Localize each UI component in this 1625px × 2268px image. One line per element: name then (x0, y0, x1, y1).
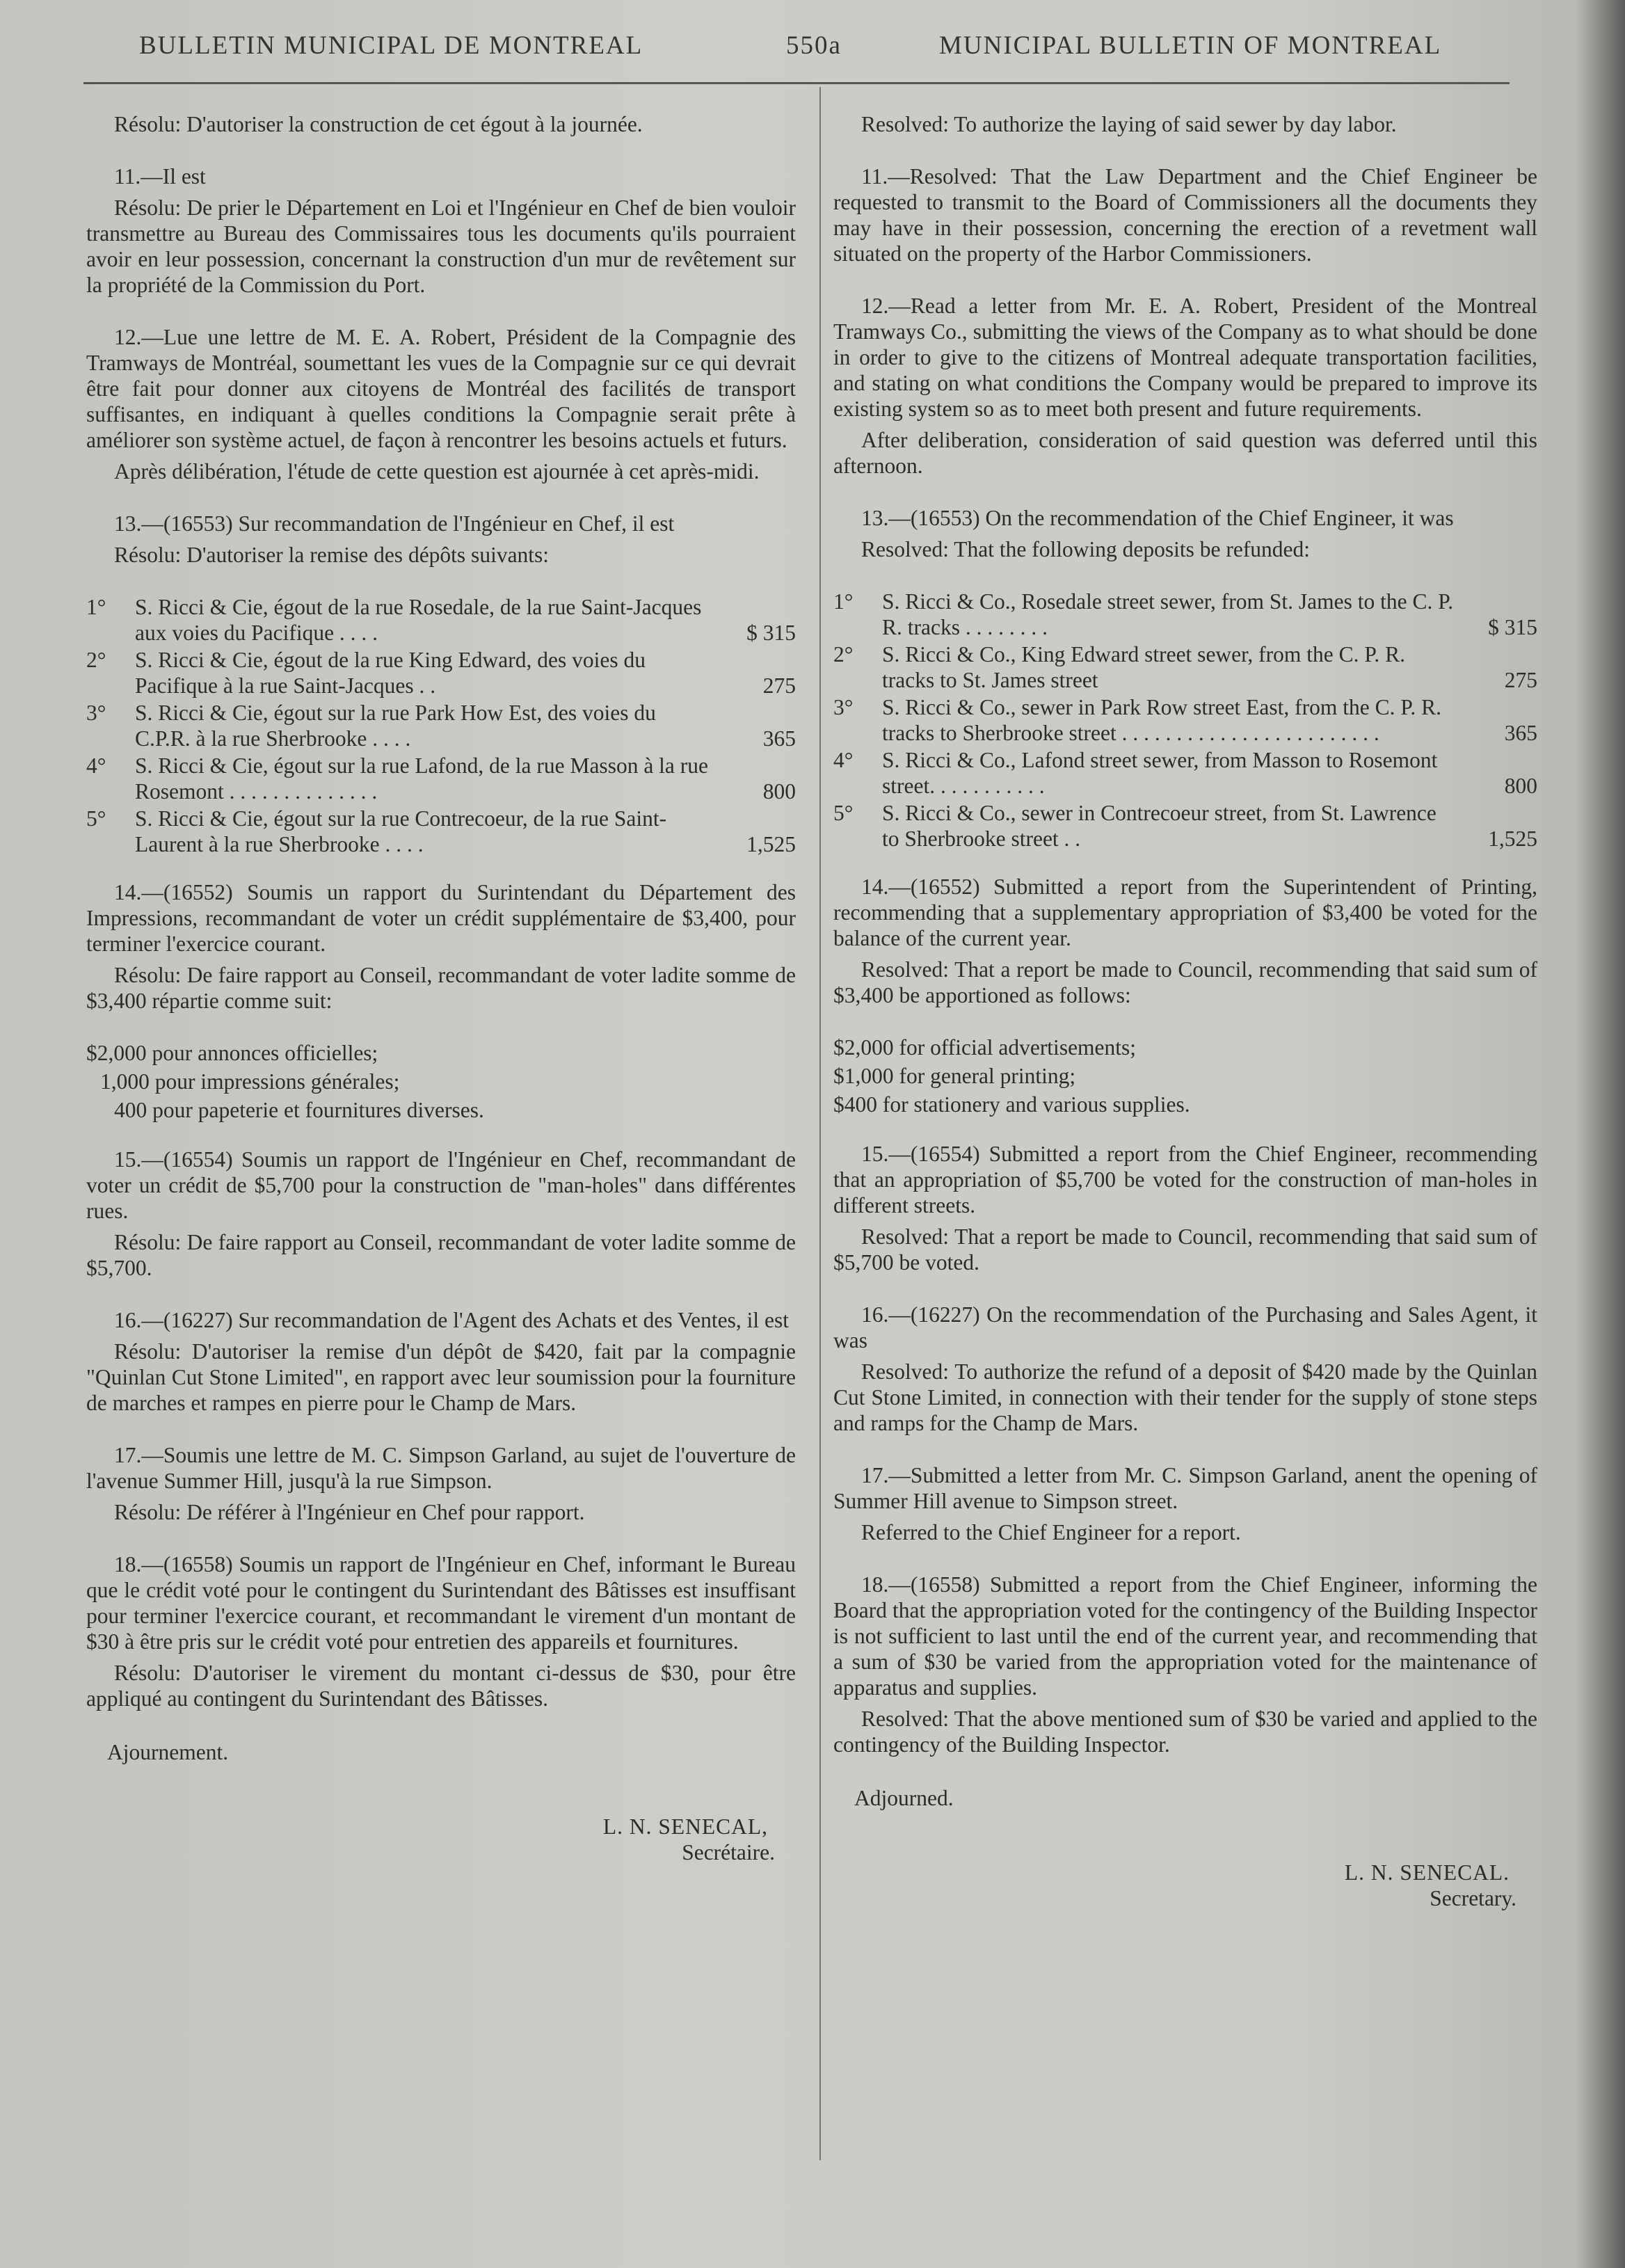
fr-paragraph: Résolu: D'autoriser le virement du montant ci-dessus de $30, pour être appliqué au contingent du Surintendant des Bâtisses. (86, 1661, 796, 1711)
en-paragraph: 13.—(16553) On the recommendation of the Chief Engineer, it was (861, 506, 1454, 530)
list-item (86, 753, 796, 804)
fr-paragraph: Après délibération, l'étude de cette question est ajournée à cet après-midi. (114, 459, 760, 484)
item-text: S. Ricci & Co., Lafond street sewer, from Masson to Rosemont street. . . . . . . . . . . (882, 748, 1438, 798)
en-paragraph: Resolved: To authorize the refund of a deposit of $420 made by the Quinlan Cut Stone Limited, in connection with their tender for the supply of stone steps and ramps for the Champ de Mars. (833, 1359, 1537, 1435)
en-paragraph: Referred to the Chief Engineer for a report. (861, 1520, 1241, 1544)
list-item (86, 594, 796, 646)
fr-paragraph: Résolu: D'autoriser la remise des dépôts suivants: (114, 543, 550, 567)
item-number: 4° (86, 753, 106, 778)
item-text: S. Ricci & Co., King Edward street sewer, from the C. P. R. tracks to St. James street (882, 642, 1406, 692)
en-deposit-list (833, 589, 1537, 852)
item-number: 5° (86, 806, 106, 831)
fr-paragraph: Résolu: D'autoriser la construction de cet égout à la journée. (114, 112, 643, 136)
fr-split-line: 400 pour papeterie et fournitures diverses. (114, 1098, 484, 1122)
item-number: 3° (833, 695, 854, 719)
item-amount: $ 315 (746, 621, 796, 645)
item-number: 2° (86, 648, 106, 672)
en-signature-block (833, 1785, 1537, 1911)
list-item (833, 747, 1537, 799)
en-paragraph: Resolved: That the above mentioned sum of $30 be varied and applied to the contingency of the Building Inspector. (833, 1707, 1537, 1757)
list-item (86, 806, 796, 857)
item-number: 3° (86, 701, 106, 725)
en-adjournment: Adjourned. (854, 1786, 954, 1810)
fr-paragraph: 17.—Soumis une lettre de M. C. Simpson Garland, au sujet de l'ouverture de l'avenue Summer Hill, jusqu'à la rue Simpson. (86, 1443, 796, 1493)
english-column (833, 111, 1537, 1911)
fr-signatory-title: Secrétaire. (682, 1840, 775, 1864)
fr-paragraph: Résolu: De prier le Département en Loi et l'Ingénieur en Chef de bien vouloir transmettre au Bureau des Commissaires tous les documents qu'ils pourraient avoir en leur possession, concernant la construction d'un mur de revêtement sur la propriété de la Commission du Port. (86, 195, 796, 297)
fr-signatory-name: L. N. SENECAL, (602, 1814, 768, 1839)
list-item (833, 694, 1537, 746)
french-column (86, 111, 796, 1865)
en-paragraph: Resolved: That the following deposits be refunded: (861, 537, 1311, 561)
en-paragraph: 17.—Submitted a letter from Mr. C. Simpson Garland, anent the opening of Summer Hill avenue to Simpson street. (833, 1463, 1537, 1513)
fr-split-line: $2,000 pour annonces officielles; (86, 1041, 378, 1065)
item-amount: 1,525 (1488, 826, 1537, 851)
item-amount: 800 (762, 779, 796, 804)
header-rule (83, 82, 1510, 84)
item-text: S. Ricci & Co., sewer in Park Row street East, from the C. P. R. tracks to Sherbrooke street . . . . . . . . . . . . . . . . . . . . . . . . (882, 695, 1442, 745)
item-text: S. Ricci & Co., sewer in Contrecoeur street, from St. Lawrence to Sherbrooke street . . (882, 801, 1436, 851)
fr-paragraph: Résolu: De référer à l'Ingénieur en Chef pour rapport. (114, 1500, 585, 1524)
item-number: 1° (86, 595, 106, 619)
fr-signature-block (86, 1739, 796, 1865)
fr-paragraph: 11.—Il est (114, 164, 206, 189)
item-text: S. Ricci & Cie, égout sur la rue Contrecoeur, de la rue Saint-Laurent à la rue Sherbrooke . . . . (135, 806, 667, 856)
en-paragraph: 12.—Read a letter from Mr. E. A. Robert, President of the Montreal Tramways Co., submitting the views of the Company as to what should be done in order to give to the citizens of Montreal adequate transportation facilities, and stating on what conditions the Company would be prepared to improve its existing system so as to meet both present and future requirements. (833, 294, 1537, 421)
en-signatory-name: L. N. SENECAL. (1344, 1860, 1510, 1885)
item-amount: $ 315 (1488, 615, 1537, 639)
fr-paragraph: 13.—(16553) Sur recommandation de l'Ingénieur en Chef, il est (114, 511, 675, 536)
en-split-line: $400 for stationery and various supplies. (833, 1092, 1190, 1117)
item-text: S. Ricci & Co., Rosedale street sewer, from St. James to the C. P. R. tracks . . . . . . . . (882, 589, 1454, 639)
fr-split-line: 1,000 pour impressions générales; (100, 1069, 400, 1094)
item-amount: 365 (762, 726, 796, 751)
item-number: 5° (833, 801, 854, 825)
list-item (86, 700, 796, 751)
en-split-line: $2,000 for official advertisements; (833, 1035, 1137, 1060)
en-paragraph: Resolved: That a report be made to Council, recommending that said sum of $5,700 be voted. (833, 1224, 1537, 1275)
list-item (833, 589, 1537, 640)
en-paragraph: 18.—(16558) Submitted a report from the Chief Engineer, informing the Board that the appropriation voted for the contingency of the Building Inspector is not sufficient to last until the end of the current year, and recommending that a sum of $30 be varied from the appropriation voted for the maintenance of apparatus and supplies. (833, 1572, 1537, 1700)
item-amount: 1,525 (746, 832, 796, 856)
en-split-line: $1,000 for general printing; (833, 1064, 1076, 1088)
item-text: S. Ricci & Cie, égout sur la rue Park How Est, des voies du C.P.R. à la rue Sherbrooke . . . . (135, 701, 656, 751)
item-text: S. Ricci & Cie, égout de la rue Rosedale, de la rue Saint-Jacques aux voies du Pacifique . . . . (135, 595, 702, 645)
list-item (833, 641, 1537, 693)
en-paragraph: Resolved: That a report be made to Council, recommending that said sum of $3,400 be apportioned as follows: (833, 957, 1537, 1007)
item-amount: 275 (762, 673, 796, 698)
item-amount: 365 (1504, 721, 1537, 745)
item-number: 1° (833, 589, 854, 614)
item-number: 2° (833, 642, 854, 666)
item-text: S. Ricci & Cie, égout sur la rue Lafond, de la rue Masson à la rue Rosemont . . . . . . . . . . . . . . (135, 753, 709, 804)
fr-paragraph: 18.—(16558) Soumis un rapport de l'Ingénieur en Chef, informant le Bureau que le crédit voté pour le contingent du Surintendant des Bâtisses est insuffisant pour terminer l'exercice courant, et recommandant le virement d'un montant de $30 à être pris sur le crédit voté pour entretien des appareils et fournitures. (86, 1552, 796, 1654)
fr-paragraph: 12.—Lue une lettre de M. E. A. Robert, Président de la Compagnie des Tramways de Montréal, soumettant les vues de la Compagnie sur ce qui devrait être fait pour donner aux citoyens de Montréal des facilités de transport suffisantes, en indiquant à quelles conditions la Compagnie serait prête à améliorer son système actuel, de façon à rencontrer les besoins actuels et futurs. (86, 325, 796, 452)
column-divider (819, 87, 821, 2160)
item-amount: 800 (1504, 774, 1537, 798)
en-signatory-title: Secretary. (1430, 1886, 1516, 1910)
fr-paragraph: Résolu: D'autoriser la remise d'un dépôt de $420, fait par la compagnie "Quinlan Cut Stone Limited", en rapport avec leur soumission pour la fourniture de marches et rampes en pierre pour le Champ de Mars. (86, 1339, 796, 1415)
item-number: 4° (833, 748, 854, 772)
page-number: 550a (786, 31, 842, 60)
list-item (833, 800, 1537, 852)
en-paragraph: After deliberation, consideration of said question was deferred until this afternoon. (833, 428, 1537, 478)
list-item (86, 647, 796, 698)
item-text: S. Ricci & Cie, égout de la rue King Edward, des voies du Pacifique à la rue Saint-Jacques . . (135, 648, 646, 698)
item-amount: 275 (1504, 668, 1537, 692)
en-paragraph: 11.—Resolved: That the Law Department and the Chief Engineer be requested to transmit to the Board of Commissioners all the documents they may have in their possession, concerning the erection of a revetment wall situated on the property of the Harbor Commissioners. (833, 164, 1537, 266)
fr-paragraph: 14.—(16552) Soumis un rapport du Surintendant du Département des Impressions, recommandant de voter un crédit supplémentaire de $3,400, pour terminer l'exercice courant. (86, 880, 796, 956)
en-paragraph: 16.—(16227) On the recommendation of the Purchasing and Sales Agent, it was (833, 1302, 1537, 1352)
header-title-fr: BULLETIN MUNICIPAL DE MONTREAL (139, 31, 643, 60)
fr-deposit-list (86, 594, 796, 857)
en-paragraph: 15.—(16554) Submitted a report from the Chief Engineer, recommending that an appropriation of $5,700 be voted for the construction of man-holes in different streets. (833, 1142, 1537, 1217)
fr-adjournment: Ajournement. (107, 1740, 229, 1764)
en-paragraph: 14.—(16552) Submitted a report from the Superintendent of Printing, recommending that a supplementary appropriation of $3,400 be voted for the balance of the current year. (833, 875, 1537, 950)
page-header (0, 31, 1625, 72)
fr-paragraph: Résolu: De faire rapport au Conseil, recommandant de voter ladite somme de $5,700. (86, 1230, 796, 1280)
en-paragraph: Resolved: To authorize the laying of said sewer by day labor. (861, 112, 1397, 136)
fr-paragraph: 16.—(16227) Sur recommandation de l'Agent des Achats et des Ventes, il est (114, 1308, 790, 1332)
fr-paragraph: 15.—(16554) Soumis un rapport de l'Ingénieur en Chef, recommandant de voter un crédit de $5,700 pour la construction de "man-holes" dans différentes rues. (86, 1147, 796, 1223)
header-title-en: MUNICIPAL BULLETIN OF MONTREAL (939, 31, 1442, 60)
fr-paragraph: Résolu: De faire rapport au Conseil, recommandant de voter ladite somme de $3,400 répartie comme suit: (86, 963, 796, 1013)
